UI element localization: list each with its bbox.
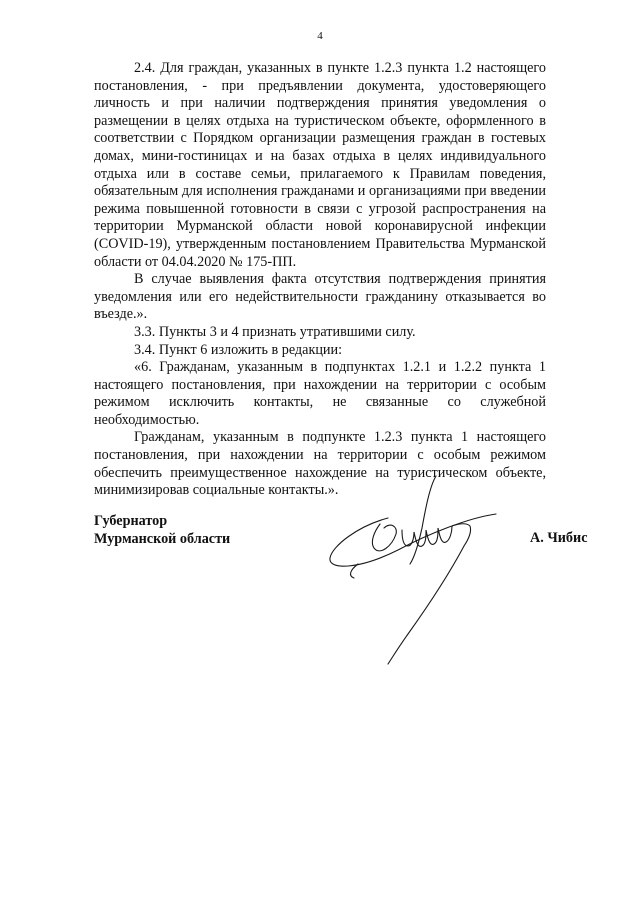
position-line-1: Губернатор <box>94 513 168 529</box>
paragraph-6-cont: Гражданам, указанным в подпункте 1.2.3 пункта 1 настоящего постановления, при нахождении на территории с особым режимом обеспечить преимущественное нахождение на туристическом объекте, минимизировав социальные контакты.». <box>94 429 546 499</box>
handwritten-signature <box>318 466 528 676</box>
paragraph-3-4: 3.4. Пункт 6 изложить в редакции: <box>134 341 343 358</box>
paragraph-6: «6. Гражданам, указанным в подпунктах 1.2.1 и 1.2.2 пункта 1 настоящего постановления, при нахождении на территории с особым режимом исключить контакты, не связанные со служебной необходимостью. <box>94 359 546 428</box>
page-number: 4 <box>317 30 323 42</box>
signatory-name: А. Чибис <box>530 530 588 546</box>
paragraph-2-4: 2.4. Для граждан, указанных в пункте 1.2.3 пункта 1.2 настоящего постановления, - при предъявлении документа, удостоверяющего личность и при наличии подтверждения принятия уведомления о размещении в целях отдыха на туристическом объекте, оформленного в соответствии с Порядком организации размещения граждан в гостевых домах, мини-гостиницах и на базах отдыха в целях индивидуального отдыха или в составе семьи, прилагаемого к Правилам поведения, обязательным для исполнения гражданами и организациями при введении режима повышенной готовности в связи с угрозой распространения на территории Мурманской области новой коронавирусной инфекции (COVID-19), утвержденным постановлением Правительства Мурманской области от 04.04.2020 № 175-ПП. <box>94 60 546 270</box>
document-body <box>94 60 546 500</box>
paragraph-refusal: В случае выявления факта отсутствия подтверждения принятия уведомления или его недействительности гражданину отказывается во въезде.». <box>94 271 546 323</box>
signatory-position <box>94 513 230 548</box>
paragraph-3-3: 3.3. Пункты 3 и 4 признать утратившими силу. <box>134 323 416 340</box>
position-line-2: Мурманской области <box>94 530 231 547</box>
